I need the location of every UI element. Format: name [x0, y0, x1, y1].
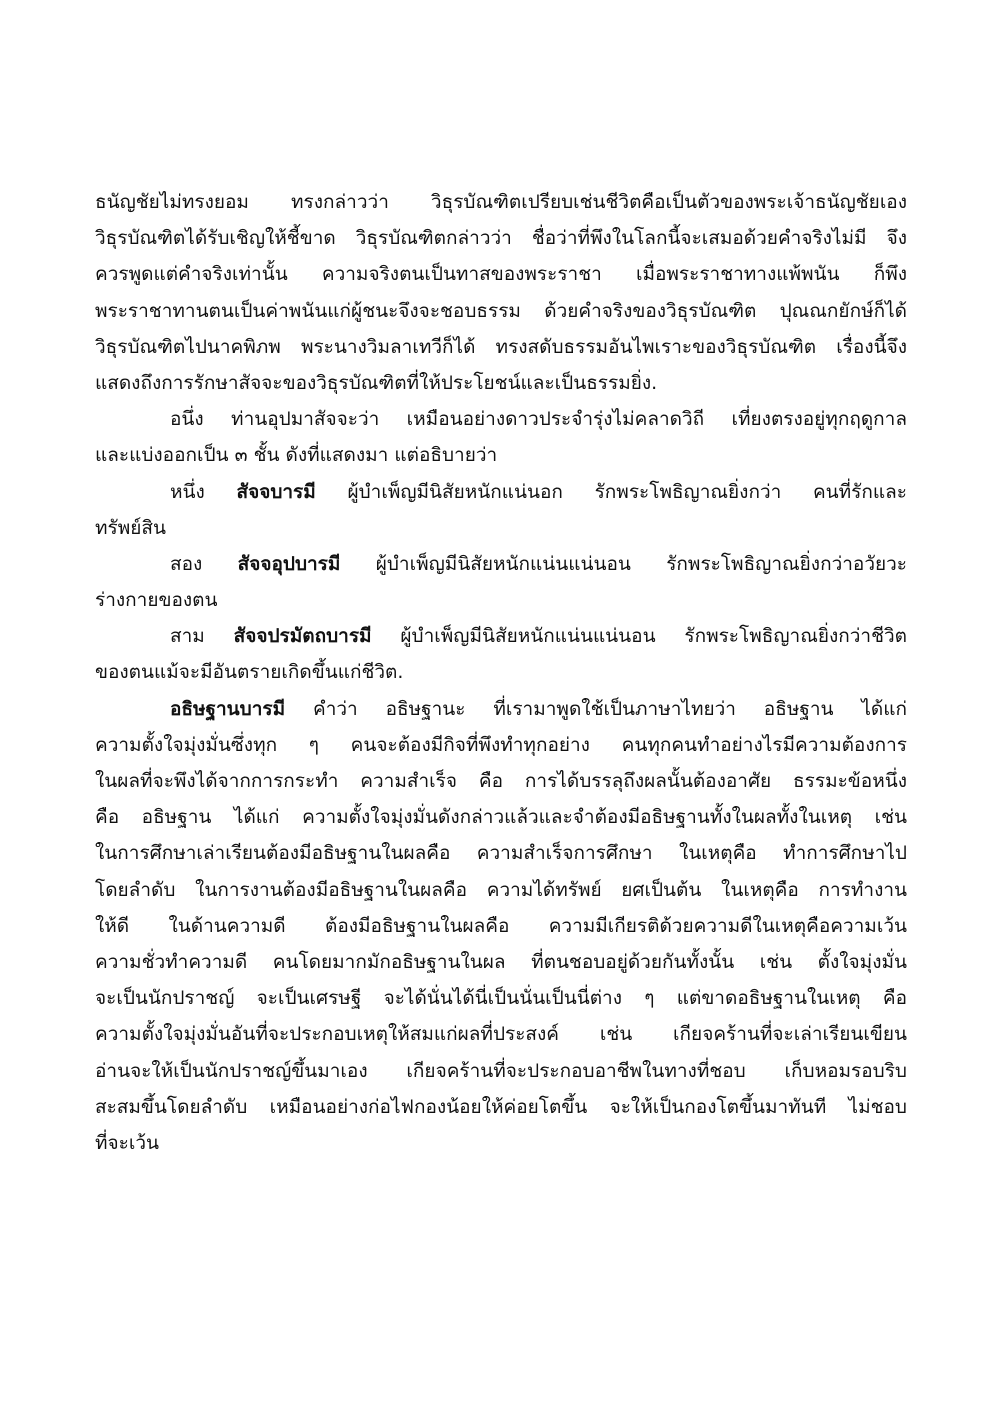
- line-tail-text: ผู้บำเพ็ญมีนิสัยหนักแน่นแน่นอน รักพระโพธิญาณยิ่งกว่าชีวิต: [371, 625, 907, 648]
- text-line: คือ อธิษฐาน ได้แก่ ความตั้งใจมุ่งมั่นดังกล่าวแล้วและจำต้องมีอธิษฐานทั้งในผลทั้งในเหตุ เช่น: [95, 806, 907, 829]
- text-line: [95, 618, 907, 654]
- line-lead-text: หนึ่ง: [170, 480, 237, 503]
- text-line: จะเป็นนักปราชญ์ จะเป็นเศรษฐี จะได้นั่นได้นี่เป็นนั่นเป็นนี่ต่าง ๆ แต่ขาดอธิษฐานในเหตุ คือ: [95, 987, 907, 1010]
- text-line: ร่างกายของตน: [95, 589, 218, 612]
- bold-term: สัจจปรมัตถบารมี: [233, 625, 372, 648]
- bold-term: สัจจอุปบารมี: [237, 552, 341, 575]
- line-tail-text: ผู้บำเพ็ญมีนิสัยหนักแน่นแน่นอน รักพระโพธิญาณยิ่งกว่าอวัยวะ: [340, 552, 908, 575]
- text-line: ควรพูดแต่คำจริงเท่านั้น ความจริงตนเป็นทาสของพระราชา เมื่อพระราชาทางแพ้พนัน ก็พึง: [95, 263, 907, 286]
- text-line: ที่จะเว้น: [95, 1131, 160, 1154]
- text-line: ความตั้งใจมุ่งมั่นอันที่จะประกอบเหตุให้สมแก่ผลที่ประสงค์ เช่น เกียจคร้านที่จะเล่าเรียนเขียน: [95, 1023, 907, 1046]
- body-text: [95, 184, 907, 1161]
- text-line: แสดงถึงการรักษาสัจจะของวิธุรบัณฑิตที่ให้ประโยชน์และเป็นธรรมยิ่ง.: [95, 371, 658, 394]
- text-line: ของตนแม้จะมีอันตรายเกิดขึ้นแก่ชีวิต.: [95, 661, 404, 684]
- line-tail-text: ผู้บำเพ็ญมีนิสัยหนักแน่นอก รักพระโพธิญาณยิ่งกว่า คนที่รักและ: [315, 480, 907, 503]
- text-line: วิธุรบัณฑิตไปนาคพิภพ พระนางวิมลาเทวีก็ได้ ทรงสดับธรรมอันไพเราะของวิธุรบัณฑิต เรื่องนี้จึง: [95, 335, 907, 358]
- text-line: [95, 546, 907, 582]
- line-tail-text: คำว่า อธิษฐานะ ที่เรามาพูดใช้เป็นภาษาไทยว่า อธิษฐาน ได้แก่: [285, 697, 907, 720]
- text-line: ความชั่วทำความดี คนโดยมากมักอธิษฐานในผล ที่ตนชอบอยู่ด้วยกันทั้งนั้น เช่น ตั้งใจมุ่งมั่น: [95, 950, 907, 973]
- text-line: [95, 691, 907, 727]
- text-line: ในการศึกษาเล่าเรียนต้องมีอธิษฐานในผลคือ ความสำเร็จการศึกษา ในเหตุคือ ทำการศึกษาไป: [95, 842, 907, 865]
- line-lead-text: สาม: [170, 625, 234, 648]
- text-line: ให้ดี ในด้านความดี ต้องมีอธิษฐานในผลคือ ความมีเกียรติด้วยความดีในเหตุคือความเว้น: [95, 914, 907, 937]
- text-line: สะสมขึ้นโดยลำดับ เหมือนอย่างก่อไฟกองน้อยให้ค่อยโตขึ้น จะให้เป็นกองโตขึ้นมาทันที ไม่ชอบ: [95, 1095, 907, 1118]
- text-line: [95, 474, 907, 510]
- text-line: ความตั้งใจมุ่งมั่นซึ่งทุก ๆ คนจะต้องมีกิจที่พึงทำทุกอย่าง คนทุกคนทำอย่างไรมีความต้องการ: [95, 733, 907, 756]
- text-line: อนึ่ง ท่านอุปมาสัจจะว่า เหมือนอย่างดาวประจำรุ่งไม่คลาดวิถี เที่ยงตรงอยู่ทุกฤดูกาล: [170, 408, 907, 431]
- text-line: อ่านจะให้เป็นนักปราชญ์ขึ้นมาเอง เกียจคร้านที่จะประกอบอาชีพในทางที่ชอบ เก็บหอมรอบริบ: [95, 1059, 907, 1082]
- bold-term: อธิษฐานบารมี: [170, 697, 286, 720]
- bold-term: สัจจบารมี: [236, 480, 316, 503]
- text-line: วิธุรบัณฑิตได้รับเชิญให้ชี้ขาด วิธุรบัณฑิตกล่าวว่า ชื่อว่าที่พึงในโลกนี้จะเสมอด้วยคำจริงไม่มี จึง: [95, 227, 907, 250]
- text-line: ทรัพย์สิน: [95, 516, 166, 539]
- text-line: ในผลที่จะพึงได้จากการกระทำ ความสำเร็จ คือ การได้บรรลุถึงผลนั้นต้องอาศัย ธรรมะข้อหนึ่ง: [95, 770, 907, 792]
- text-line: ธนัญชัยไม่ทรงยอม ทรงกล่าวว่า วิธุรบัณฑิตเปรียบเช่นชีวิตคือเป็นตัวของพระเจ้าธนัญชัยเอง: [95, 191, 907, 213]
- text-line: โดยลำดับ ในการงานต้องมีอธิษฐานในผลคือ ความได้ทรัพย์ ยศเป็นต้น ในเหตุคือ การทำงาน: [95, 878, 907, 901]
- text-line: พระราชาทานตนเป็นค่าพนันแก่ผู้ชนะจึงจะชอบธรรม ด้วยคำจริงของวิธุรบัณฑิต ปุณณกยักษ์ก็ได้: [95, 299, 907, 322]
- line-lead-text: สอง: [170, 552, 238, 575]
- text-line: และแบ่งออกเป็น ๓ ชั้น ดังที่แสดงมา แต่อธิบายว่า: [95, 444, 498, 467]
